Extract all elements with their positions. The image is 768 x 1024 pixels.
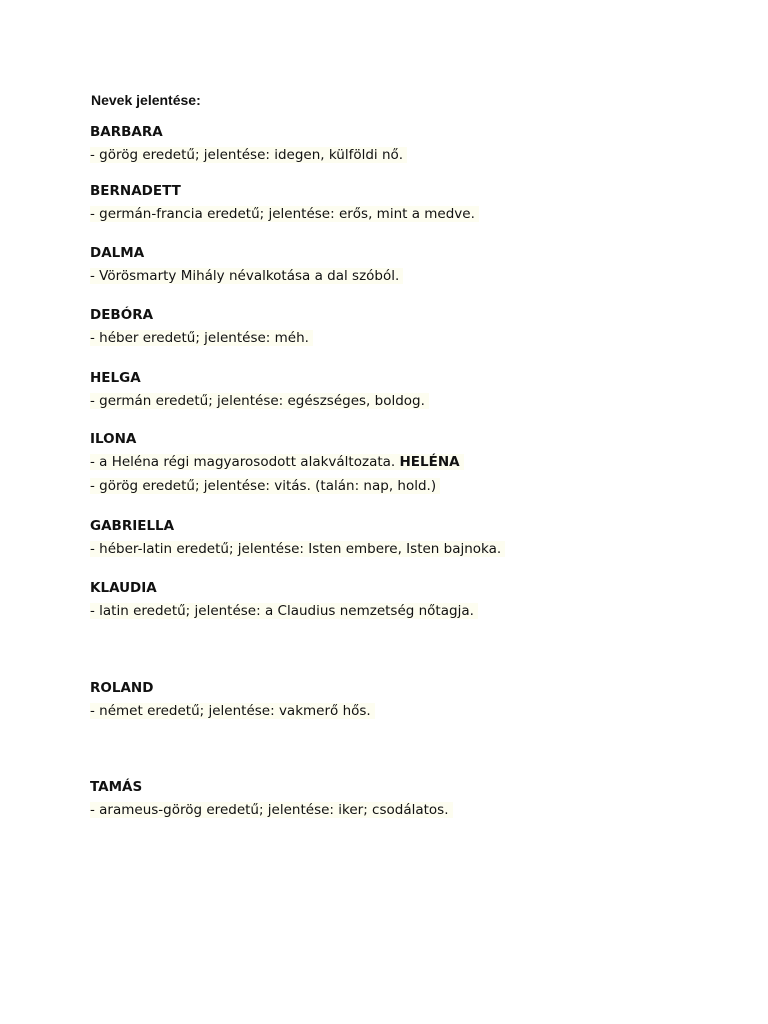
entry-name: DEBÓRA <box>90 307 154 323</box>
entry-meaning: - német eredetű; jelentése: vakmerő hős. <box>90 703 375 719</box>
entry-name: KLAUDIA <box>90 580 157 596</box>
entry-name: BARBARA <box>90 124 163 140</box>
entry-name: HELGA <box>90 370 141 386</box>
name-entry-tamas <box>90 776 710 822</box>
name-entry-helga <box>90 367 710 413</box>
entry-meaning: - héber eredetű; jelentése: méh. <box>90 330 313 346</box>
name-entry-ilona <box>90 428 710 498</box>
entry-meaning: - arameus-görög eredetű; jelentése: iker; csodálatos. <box>90 802 453 818</box>
name-entry-bernadett <box>90 180 710 226</box>
name-entry-barbara <box>90 121 710 167</box>
name-entry-debora <box>90 304 710 350</box>
entry-meaning: - görög eredetű; jelentése: idegen, külföldi nő. <box>90 147 407 163</box>
entry-meaning: - héber-latin eredetű; jelentése: Isten embere, Isten bajnoka. <box>90 541 505 557</box>
entry-meaning: - a Heléna régi magyarosodott alakváltozata. <box>90 454 400 470</box>
entry-meaning: - germán-francia eredetű; jelentése: erős, mint a medve. <box>90 206 479 222</box>
entry-related-name: HELÉNA <box>399 454 460 470</box>
name-entry-roland <box>90 677 710 723</box>
entry-name: ROLAND <box>90 680 154 696</box>
entry-name: TAMÁS <box>90 779 143 795</box>
name-entry-gabriella <box>90 515 710 561</box>
name-entry-dalma <box>90 242 710 288</box>
name-entry-klaudia <box>90 577 710 623</box>
entry-name: ILONA <box>90 431 137 447</box>
entry-name: BERNADETT <box>90 183 181 199</box>
entry-meaning-part <box>90 454 464 470</box>
entry-name: GABRIELLA <box>90 518 175 534</box>
entry-meaning: - Vörösmarty Mihály névalkotása a dal szóból. <box>90 268 403 284</box>
entry-meaning: - germán eredetű; jelentése: egészséges, boldog. <box>90 393 429 409</box>
entry-meaning-second-line: - görög eredetű; jelentése: vitás. (talán: nap, hold.) <box>90 478 440 494</box>
entry-meaning: - latin eredetű; jelentése: a Claudius nemzetség nőtagja. <box>90 603 478 619</box>
entry-name: DALMA <box>90 245 145 261</box>
page-title: Nevek jelentése: <box>91 92 201 108</box>
